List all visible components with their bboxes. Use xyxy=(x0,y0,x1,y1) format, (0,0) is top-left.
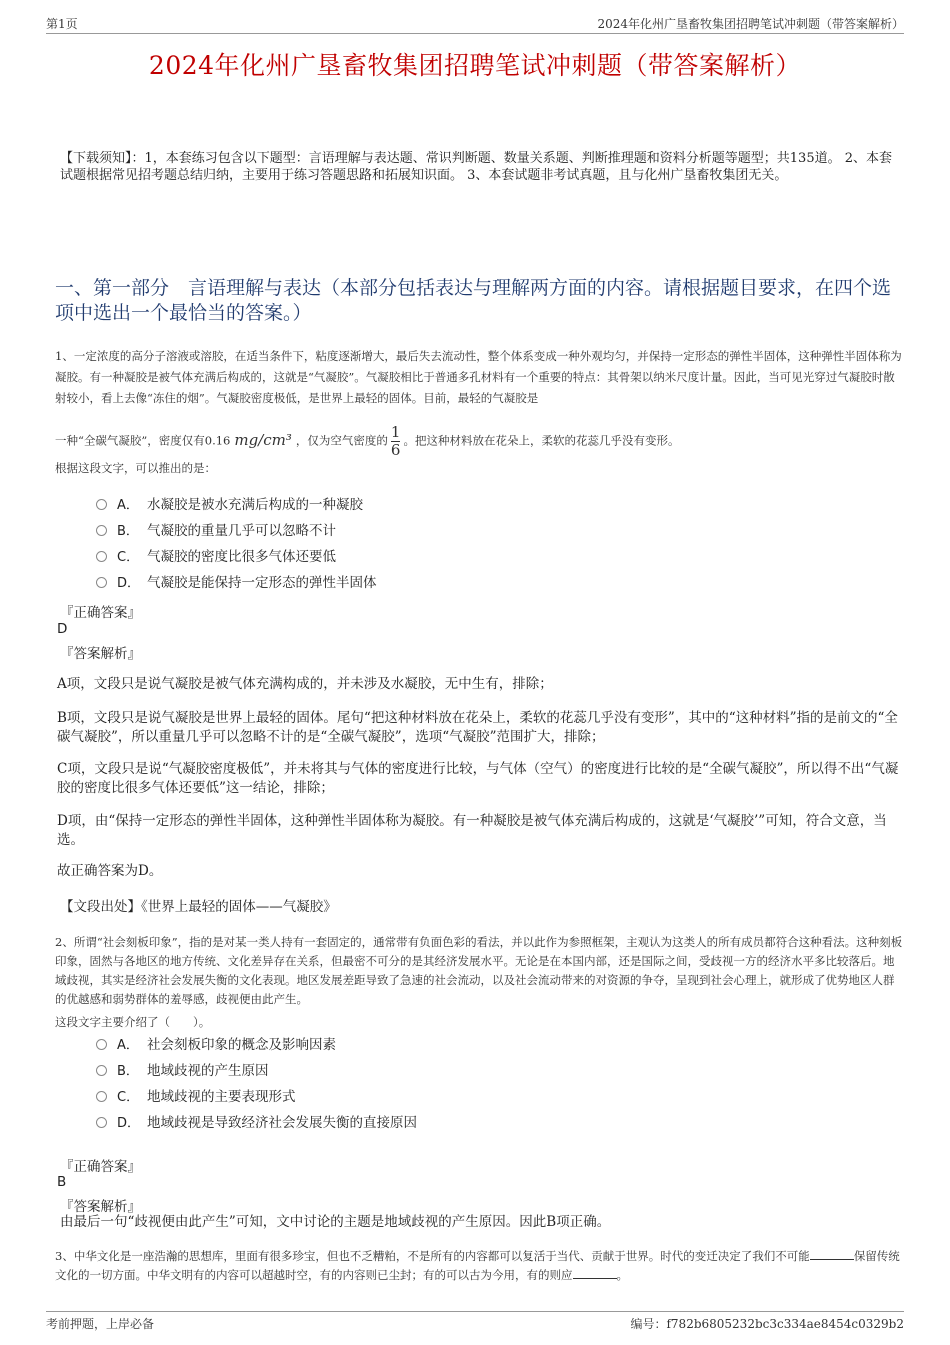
q1-option-c[interactable] xyxy=(96,547,336,567)
q1-analysis-label: 『答案解析』 xyxy=(60,646,141,662)
q2-option-a[interactable] xyxy=(96,1035,336,1055)
q1-source: 【文段出处】《世界上最轻的固体——气凝胶》 xyxy=(60,899,337,915)
question-2-stem: 2、所谓“社会刻板印象”，指的是对某一类人持有一套固定的，通常带有负面色彩的看法，并以此作为参照框架，主观认为这类人的所有成员都符合这种看法。这种刻板印象，固然与各地区的地方传统、文化差异存在关系，但最密不可分的是其经济发展水平。无论是在本国内部，还是国际之间，受歧视一方的经济水平多比较落后。地域歧视，其实是经济社会发展失衡的文化表现。地区发展差距导致了急速的社会流动，以及社会流动带来的对资源的争夺，呈现到社会心理上，就形成了优势地区人群的优越感和弱势群体的羞辱感，歧视便由此产生。 xyxy=(55,935,903,1006)
q3-stem-part-b: 保留传统文化的一切方面。中华文明有的内容可以超越时空，有的内容则已尘封；有的可以古为今用，有的则应 xyxy=(55,1249,900,1282)
q2-option-d[interactable] xyxy=(96,1113,417,1133)
page-number: 第1页 xyxy=(46,17,78,31)
radio-icon[interactable] xyxy=(96,1039,107,1050)
option-text: 气凝胶的密度比很多气体还要低 xyxy=(147,549,336,565)
option-key: C． xyxy=(117,1090,140,1105)
q2-option-b[interactable] xyxy=(96,1061,269,1081)
header-doc-title: 2024年化州广垦畜牧集团招聘笔试冲刺题（带答案解析） xyxy=(597,17,904,31)
option-text: 地域歧视是导致经济社会发展失衡的直接原因 xyxy=(147,1115,417,1131)
q1-option-b[interactable] xyxy=(96,521,336,541)
q2-analysis-label: 『答案解析』 xyxy=(60,1199,141,1215)
footer-slogan: 考前押题，上岸必备 xyxy=(46,1317,155,1331)
option-key: A． xyxy=(117,1038,139,1053)
q2-answer-label: 『正确答案』 xyxy=(60,1159,141,1175)
option-key: B． xyxy=(117,1064,139,1079)
radio-icon[interactable] xyxy=(96,499,107,510)
option-text: 地域歧视的主要表现形式 xyxy=(147,1089,296,1105)
option-key: C． xyxy=(117,550,140,565)
radio-icon[interactable] xyxy=(96,551,107,562)
fill-blank-2[interactable] xyxy=(573,1266,617,1279)
question-1-stem xyxy=(55,346,905,409)
q1-analysis-a: A项，文段只是说气凝胶是被气体充满构成的，并未涉及水凝胶，无中生有，排除； xyxy=(57,676,553,692)
q1-stem-part-a: 1、一定浓度的高分子溶液或溶胶，在适当条件下，粘度逐渐增大，最后失去流动性，整个体系变成一种外观均匀，并保持一定形态的弹性半固体，这种弹性半固体称为凝胶。有一种凝胶是被气体充满后构成的，这就是“气凝胶”。气凝胶相比于普通多孔材料有一个重要的特点：其骨架以纳米尺度计量。因此，当可见光穿过气凝胶时散射较小，看上去像“冻住的烟”。气凝胶密度极低，是世界上最轻的固体。目前，最轻的气凝胶是 xyxy=(55,349,902,405)
section-heading: 一、第一部分 言语理解与表达（本部分包括表达与理解两方面的内容。请根据题目要求，在四个选项中选出一个最恰当的答案。） xyxy=(55,277,892,324)
q1-stem-part-d: 。把这种材料放在花朵上，柔软的花蕊几乎没有变形。 xyxy=(403,433,680,448)
footer-divider xyxy=(46,1311,904,1312)
question-2-prompt: 这段文字主要介绍了（ ）。 xyxy=(55,1015,211,1029)
footer-doc-code: 编号：f782b6805232bc3c334ae8454c0329b2 xyxy=(630,1317,904,1331)
q1-answer-label: 『正确答案』 xyxy=(60,605,141,621)
q2-answer: B xyxy=(57,1174,67,1190)
option-key: A． xyxy=(117,498,139,513)
q1-stem-part-c: ，仅为空气密度的 xyxy=(295,433,388,448)
fill-blank-1[interactable] xyxy=(810,1247,854,1260)
q2-analysis: 由最后一句“歧视便由此产生”可知，文中讨论的主题是地域歧视的产生原因。因此B项正确。 xyxy=(60,1214,611,1230)
radio-icon[interactable] xyxy=(96,577,107,588)
radio-icon[interactable] xyxy=(96,525,107,536)
download-notice: 【下载须知】：1，本套练习包含以下题型：言语理解与表达题、常识判断题、数量关系题、判断推理题和资料分析题等题型；共135道。 2、本套试题根据常见招考题总结归纳，主要用于练习答题思路和拓展知识面。 3、本套试题非考试真题，且与化州广垦畜牧集团无关。 xyxy=(60,151,892,183)
option-text: 社会刻板印象的概念及影响因素 xyxy=(147,1037,336,1053)
header-divider xyxy=(46,33,904,34)
page-title: 2024年化州广垦畜牧集团招聘笔试冲刺题（带答案解析） xyxy=(148,51,802,80)
question-1-stem-line xyxy=(55,424,905,459)
q1-answer: D xyxy=(57,621,68,637)
q1-conclusion: 故正确答案为D。 xyxy=(57,863,163,879)
option-text: 水凝胶是被水充满后构成的一种凝胶 xyxy=(147,497,363,513)
q2-option-c[interactable] xyxy=(96,1087,296,1107)
radio-icon[interactable] xyxy=(96,1117,107,1128)
option-key: D． xyxy=(117,576,141,591)
question-1-prompt: 根据这段文字，可以推出的是： xyxy=(55,461,216,475)
option-text: 气凝胶是能保持一定形态的弹性半固体 xyxy=(147,575,377,591)
fraction-one-sixth xyxy=(391,424,401,459)
q1-analysis-d: D项，由“保持一定形态的弹性半固体，这种弹性半固体称为凝胶。有一种凝胶是被气体充满后构成的，这就是‘气凝胶’”可知，符合文意，当选。 xyxy=(57,813,887,848)
question-3-stem xyxy=(55,1247,905,1285)
density-unit: mg/cm³ xyxy=(234,430,292,449)
q3-stem-part-a: 3、中华文化是一座浩瀚的思想库，里面有很多珍宝，但也不乏糟粕，不是所有的内容都可以复活于当代、贡献于世界。时代的变迁决定了我们不可能 xyxy=(55,1249,810,1263)
q1-stem-part-b: 一种“全碳气凝胶”，密度仅有0.16 xyxy=(55,433,231,448)
radio-icon[interactable] xyxy=(96,1065,107,1076)
fraction-denominator: 6 xyxy=(390,441,401,459)
option-text: 气凝胶的重量几乎可以忽略不计 xyxy=(147,523,336,539)
q1-analysis-c: C项，文段只是说“气凝胶密度极低”，并未将其与气体的密度进行比较，与气体（空气）的密度进行比较的是“全碳气凝胶”，所以得不出“气凝胶的密度比很多气体还要低”这一结论，排除； xyxy=(57,761,899,796)
fraction-numerator: 1 xyxy=(390,423,401,441)
q3-stem-part-c: 。 xyxy=(616,1268,628,1282)
option-text: 地域歧视的产生原因 xyxy=(147,1063,269,1079)
q1-option-d[interactable] xyxy=(96,573,377,593)
q1-analysis-b: B项，文段只是说气凝胶是世界上最轻的固体。尾句“把这种材料放在花朵上，柔软的花蕊几乎没有变形”，其中的“这种材料”指的是前文的“全碳气凝胶”，所以重量几乎可以忽略不计的是“全碳气凝胶”，选项“气凝胶”范围扩大，排除； xyxy=(57,710,898,745)
option-key: B． xyxy=(117,524,139,539)
q1-option-a[interactable] xyxy=(96,495,363,515)
radio-icon[interactable] xyxy=(96,1091,107,1102)
option-key: D． xyxy=(117,1116,141,1131)
